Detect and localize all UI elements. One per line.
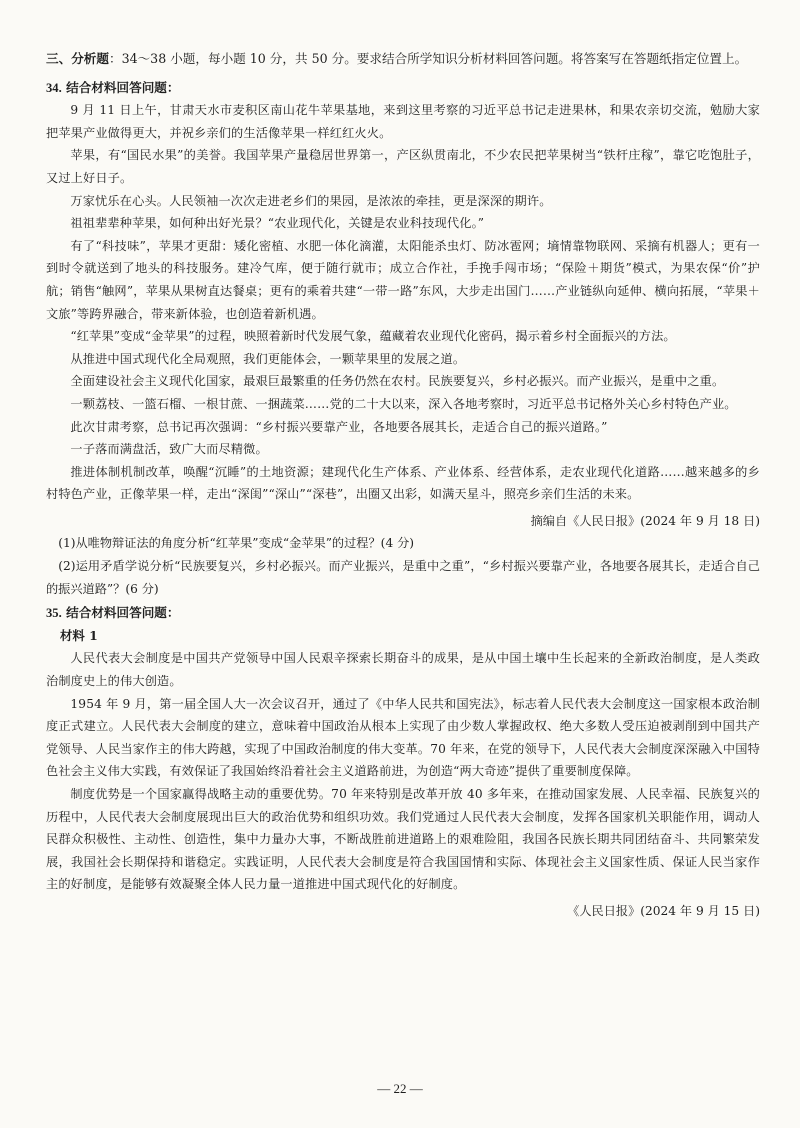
sub-question-1: (1)从唯物辩证法的角度分析“红苹果”变成“金苹果”的过程？(4 分) (58, 536, 415, 551)
paragraph: 苹果，有“国民水果”的美誉。我国苹果产量稳居世界第一，产区纵贯南北，不少农民把苹果树当“铁杆庄稼”，靠它吃饱肚子，又过上好日子。 (46, 148, 760, 185)
page-number: — 22 — (377, 1081, 423, 1096)
page-content (46, 48, 760, 923)
paragraph: 此次甘肃考察，总书记再次强调：“乡村振兴要靠产业，各地要各展其长，走适合自己的振兴道路。” (70, 419, 608, 434)
question-number: 34. (46, 80, 62, 95)
question-title: 结合材料回答问题： (66, 605, 180, 621)
paragraph: 祖祖辈辈种苹果，如何种出好光景？“农业现代化，关键是农业科技现代化。” (70, 216, 485, 231)
question-title: 结合材料回答问题： (66, 79, 180, 95)
paragraph: 推进体制机制改革，唤醒“沉睡”的土地资源；建现代化生产体系、产业体系、经营体系，走农业现代化道路……越来越多的乡村特色产业，正像苹果一样，走出“深闺”“深山”“深巷”，出圈又出彩，如满天星斗，照亮乡亲们生活的未来。 (46, 464, 760, 502)
paragraph: 1954 年 9 月，第一届全国人大一次会议召开，通过了《中华人民共和国宪法》，标志着人民代表大会制度这一国家根本政治制度正式建立。人民代表大会制度的建立，意味着中国政治从根本上实现了由少数人掌握政权、绝大多数人受压迫被剥削到中国共产党领导、人民当家作主的伟大跨越，实现了中国政治制度的伟大变革。70 年来，在党的领导下，人民代表大会制度深深融入中国特色社会主义伟大实践，有效保证了我国始终沿着社会主义道路前进，为创造“两大奇迹”提供了重要制度保障。 (46, 696, 760, 779)
sub-question-2: (2)运用矛盾学说分析“民族要复兴，乡村必振兴。而产业振兴，是重中之重”，“乡村振兴要靠产业，各地要各展其长，走适合自己的振兴道路”？(6 分) (46, 559, 760, 596)
section-instructions: ：34～38 小题，每小题 10 分，共 50 分。要求结合所学知识分析材料回答问题。将答案写在答题纸指定位置上。 (108, 51, 748, 66)
question-number: 35. (46, 606, 62, 621)
paragraph: 制度优势是一个国家赢得战略主动的重要优势。70 年来特别是改革开放 40 多年来，在推动国家发展、人民幸福、民族复兴的历程中，人民代表大会制度展现出巨大的政治优势和组织功效。我们党通过人民代表大会制度，发挥各国家机关职能作用，调动人民群众积极性、主动性、创造性，集中力量办大事，不断战胜前进道路上的艰难险阻，我国各民族长期共同团结奋斗、共同繁荣发展，我国社会长期保持和谐稳定。实践证明，人民代表大会制度是符合我国国情和实际、体现社会主义国家性质、保证人民当家作主的好制度，是能够有效凝聚全体人民力量一道推进中国式现代化的好制度。 (46, 787, 760, 892)
paragraph: 全面建设社会主义现代化国家，最艰巨最繁重的任务仍然在农村。民族要复兴，乡村必振兴。而产业振兴，是重中之重。 (70, 374, 725, 389)
paragraph: 一子落而满盘活，致广大而尽精微。 (70, 442, 268, 457)
source-citation: 《人民日报》(2024 年 9 月 15 日) (567, 903, 760, 918)
source-citation: 摘编自《人民日报》(2024 年 9 月 18 日) (530, 513, 760, 528)
question-34-heading (46, 77, 760, 100)
paragraph: 从推进中国式现代化全局观照，我们更能体会，一颗苹果里的发展之道。 (70, 351, 466, 366)
paragraph: 一颗荔枝、一篮石榴、一根甘蔗、一捆蔬菜……党的二十大以来，深入各地考察时，习近平总书记格外关心乡村特色产业。 (70, 396, 737, 411)
paragraph: 有了“科技味”，苹果才更甜：矮化密植、水肥一体化滴灌，太阳能杀虫灯、防冰雹网；墒情靠物联网、采摘有机器人；更有一到时令就送到了地头的科技服务。建冷气库，便于随行就市；成立合作社，手挽手闯市场；“保险＋期货”模式，为果农保“价”护航；销售“触网”，苹果从果树直达餐桌；更有的乘着共建“一带一路”东风，大步走出国门……产业链纵向延伸、横向拓展，“苹果＋文旅”等跨界融合，带来新体验，也创造着新机遇。 (46, 238, 760, 321)
material-label: 材料 1 (60, 627, 98, 643)
section-title: 三、分析题 (46, 51, 109, 66)
paragraph: 万家忧乐在心头。人民领袖一次次走进老乡们的果园，是浓浓的牵挂，更是深深的期许。 (70, 193, 552, 208)
paragraph: 9 月 11 日上午，甘肃天水市麦积区南山花牛苹果基地，来到这里考察的习近平总书记走进果林，和果农亲切交流，勉励大家把苹果产业做得更大，并祝乡亲们的生活像苹果一样红红火火。 (46, 103, 760, 140)
paragraph: 人民代表大会制度是中国共产党领导中国人民艰辛探索长期奋斗的成果，是从中国土壤中生长起来的全新政治制度，是人类政治制度史上的伟大创造。 (46, 651, 760, 689)
question-35-heading (46, 602, 760, 625)
section-heading (46, 48, 760, 71)
paragraph: “红苹果”变成“金苹果”的过程，映照着新时代发展气象，蕴藏着农业现代化密码，揭示着乡村全面振兴的方法。 (70, 329, 676, 344)
